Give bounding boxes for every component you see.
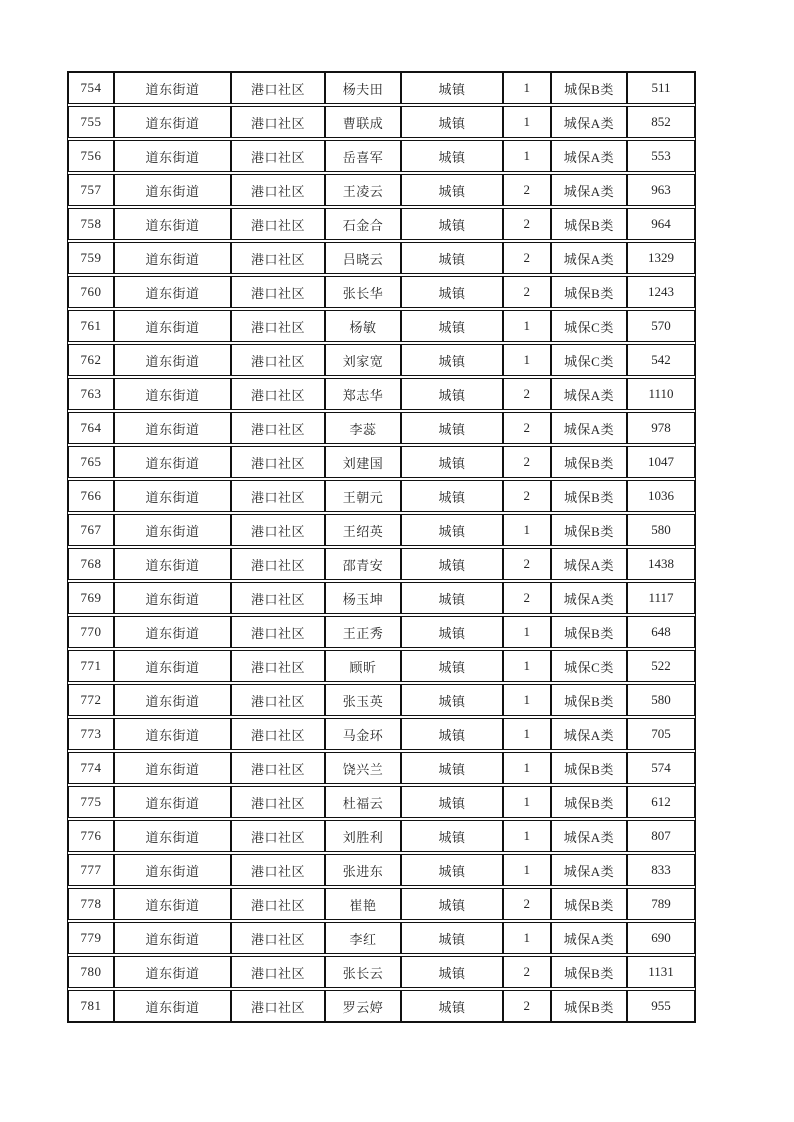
table-row: [68, 242, 695, 274]
table-row: [68, 174, 695, 206]
cell-amount: 511: [627, 72, 695, 104]
table-row: [68, 922, 695, 954]
cell-person-count: 1: [503, 72, 551, 104]
cell-name: 饶兴兰: [325, 752, 401, 784]
cell-residence-type: 城镇: [401, 922, 503, 954]
cell-amount: 553: [627, 140, 695, 172]
cell-street: 道东街道: [114, 922, 231, 954]
cell-residence-type: 城镇: [401, 446, 503, 478]
cell-person-count: 1: [503, 310, 551, 342]
cell-amount: 542: [627, 344, 695, 376]
cell-person-count: 2: [503, 174, 551, 206]
cell-street: 道东街道: [114, 990, 231, 1022]
cell-serial-number: 764: [68, 412, 114, 444]
cell-street: 道东街道: [114, 378, 231, 410]
cell-street: 道东街道: [114, 514, 231, 546]
cell-residence-type: 城镇: [401, 242, 503, 274]
cell-community: 港口社区: [231, 752, 325, 784]
cell-serial-number: 768: [68, 548, 114, 580]
cell-amount: 522: [627, 650, 695, 682]
cell-amount: 955: [627, 990, 695, 1022]
cell-amount: 1110: [627, 378, 695, 410]
cell-street: 道东街道: [114, 412, 231, 444]
cell-person-count: 2: [503, 888, 551, 920]
cell-insurance-category: 城保A类: [551, 106, 627, 138]
table-row: [68, 446, 695, 478]
cell-insurance-category: 城保A类: [551, 820, 627, 852]
cell-person-count: 2: [503, 990, 551, 1022]
cell-community: 港口社区: [231, 854, 325, 886]
cell-street: 道东街道: [114, 956, 231, 988]
cell-community: 港口社区: [231, 616, 325, 648]
cell-insurance-category: 城保C类: [551, 650, 627, 682]
cell-street: 道东街道: [114, 72, 231, 104]
cell-residence-type: 城镇: [401, 854, 503, 886]
cell-insurance-category: 城保C类: [551, 344, 627, 376]
cell-amount: 964: [627, 208, 695, 240]
cell-residence-type: 城镇: [401, 276, 503, 308]
cell-amount: 789: [627, 888, 695, 920]
cell-insurance-category: 城保B类: [551, 684, 627, 716]
cell-residence-type: 城镇: [401, 310, 503, 342]
cell-name: 杜福云: [325, 786, 401, 818]
cell-amount: 1036: [627, 480, 695, 512]
cell-serial-number: 762: [68, 344, 114, 376]
cell-insurance-category: 城保B类: [551, 616, 627, 648]
cell-street: 道东街道: [114, 650, 231, 682]
cell-street: 道东街道: [114, 140, 231, 172]
cell-person-count: 2: [503, 242, 551, 274]
cell-person-count: 2: [503, 446, 551, 478]
cell-community: 港口社区: [231, 208, 325, 240]
cell-insurance-category: 城保B类: [551, 752, 627, 784]
cell-person-count: 1: [503, 752, 551, 784]
cell-person-count: 1: [503, 344, 551, 376]
cell-amount: 963: [627, 174, 695, 206]
table-row: [68, 208, 695, 240]
cell-name: 张长云: [325, 956, 401, 988]
cell-serial-number: 767: [68, 514, 114, 546]
cell-residence-type: 城镇: [401, 752, 503, 784]
cell-residence-type: 城镇: [401, 888, 503, 920]
benefits-table: [67, 71, 696, 1023]
cell-name: 张长华: [325, 276, 401, 308]
cell-residence-type: 城镇: [401, 684, 503, 716]
cell-street: 道东街道: [114, 208, 231, 240]
cell-serial-number: 754: [68, 72, 114, 104]
cell-residence-type: 城镇: [401, 106, 503, 138]
cell-person-count: 1: [503, 786, 551, 818]
cell-street: 道东街道: [114, 786, 231, 818]
cell-street: 道东街道: [114, 854, 231, 886]
cell-serial-number: 774: [68, 752, 114, 784]
cell-person-count: 1: [503, 684, 551, 716]
cell-amount: 1117: [627, 582, 695, 614]
cell-person-count: 2: [503, 582, 551, 614]
cell-insurance-category: 城保B类: [551, 514, 627, 546]
cell-insurance-category: 城保C类: [551, 310, 627, 342]
cell-residence-type: 城镇: [401, 344, 503, 376]
cell-insurance-category: 城保A类: [551, 854, 627, 886]
cell-name: 罗云婷: [325, 990, 401, 1022]
cell-serial-number: 755: [68, 106, 114, 138]
cell-street: 道东街道: [114, 718, 231, 750]
cell-amount: 807: [627, 820, 695, 852]
cell-residence-type: 城镇: [401, 378, 503, 410]
cell-person-count: 1: [503, 650, 551, 682]
table-row: [68, 616, 695, 648]
cell-street: 道东街道: [114, 106, 231, 138]
table-row: [68, 276, 695, 308]
cell-name: 邵青安: [325, 548, 401, 580]
cell-amount: 690: [627, 922, 695, 954]
cell-residence-type: 城镇: [401, 650, 503, 682]
cell-insurance-category: 城保A类: [551, 242, 627, 274]
cell-amount: 978: [627, 412, 695, 444]
cell-name: 刘建国: [325, 446, 401, 478]
cell-name: 杨敏: [325, 310, 401, 342]
cell-amount: 1243: [627, 276, 695, 308]
table-row: [68, 888, 695, 920]
cell-serial-number: 759: [68, 242, 114, 274]
cell-serial-number: 779: [68, 922, 114, 954]
table-row: [68, 106, 695, 138]
table-row: [68, 514, 695, 546]
cell-person-count: 2: [503, 276, 551, 308]
cell-serial-number: 770: [68, 616, 114, 648]
cell-amount: 1329: [627, 242, 695, 274]
cell-street: 道东街道: [114, 888, 231, 920]
cell-name: 郑志华: [325, 378, 401, 410]
cell-insurance-category: 城保A类: [551, 718, 627, 750]
cell-community: 港口社区: [231, 242, 325, 274]
cell-residence-type: 城镇: [401, 548, 503, 580]
cell-community: 港口社区: [231, 378, 325, 410]
cell-community: 港口社区: [231, 684, 325, 716]
cell-serial-number: 756: [68, 140, 114, 172]
cell-amount: 1047: [627, 446, 695, 478]
cell-community: 港口社区: [231, 820, 325, 852]
cell-person-count: 1: [503, 514, 551, 546]
cell-serial-number: 761: [68, 310, 114, 342]
cell-amount: 648: [627, 616, 695, 648]
cell-name: 崔艳: [325, 888, 401, 920]
cell-name: 张玉英: [325, 684, 401, 716]
cell-name: 顾昕: [325, 650, 401, 682]
cell-insurance-category: 城保B类: [551, 208, 627, 240]
table-row: [68, 378, 695, 410]
cell-street: 道东街道: [114, 276, 231, 308]
cell-insurance-category: 城保A类: [551, 174, 627, 206]
cell-person-count: 1: [503, 820, 551, 852]
cell-name: 石金合: [325, 208, 401, 240]
cell-residence-type: 城镇: [401, 956, 503, 988]
cell-name: 张进东: [325, 854, 401, 886]
cell-name: 李蕊: [325, 412, 401, 444]
table-row: [68, 718, 695, 750]
cell-person-count: 2: [503, 956, 551, 988]
cell-insurance-category: 城保B类: [551, 786, 627, 818]
cell-serial-number: 758: [68, 208, 114, 240]
cell-residence-type: 城镇: [401, 412, 503, 444]
cell-residence-type: 城镇: [401, 480, 503, 512]
cell-residence-type: 城镇: [401, 514, 503, 546]
cell-serial-number: 763: [68, 378, 114, 410]
table-row: [68, 650, 695, 682]
cell-street: 道东街道: [114, 174, 231, 206]
cell-person-count: 2: [503, 378, 551, 410]
cell-serial-number: 766: [68, 480, 114, 512]
cell-serial-number: 776: [68, 820, 114, 852]
cell-community: 港口社区: [231, 922, 325, 954]
cell-name: 王绍英: [325, 514, 401, 546]
cell-person-count: 2: [503, 480, 551, 512]
cell-insurance-category: 城保B类: [551, 72, 627, 104]
cell-insurance-category: 城保B类: [551, 888, 627, 920]
cell-amount: 705: [627, 718, 695, 750]
cell-amount: 574: [627, 752, 695, 784]
cell-person-count: 1: [503, 106, 551, 138]
cell-street: 道东街道: [114, 820, 231, 852]
cell-community: 港口社区: [231, 718, 325, 750]
cell-insurance-category: 城保B类: [551, 480, 627, 512]
cell-insurance-category: 城保B类: [551, 990, 627, 1022]
cell-name: 李红: [325, 922, 401, 954]
cell-community: 港口社区: [231, 344, 325, 376]
cell-name: 杨夫田: [325, 72, 401, 104]
table-row: [68, 786, 695, 818]
cell-serial-number: 778: [68, 888, 114, 920]
cell-serial-number: 760: [68, 276, 114, 308]
cell-street: 道东街道: [114, 616, 231, 648]
cell-amount: 612: [627, 786, 695, 818]
cell-name: 吕晓云: [325, 242, 401, 274]
cell-insurance-category: 城保A类: [551, 412, 627, 444]
cell-name: 杨玉坤: [325, 582, 401, 614]
cell-insurance-category: 城保A类: [551, 548, 627, 580]
cell-community: 港口社区: [231, 888, 325, 920]
cell-community: 港口社区: [231, 72, 325, 104]
cell-serial-number: 781: [68, 990, 114, 1022]
cell-community: 港口社区: [231, 990, 325, 1022]
cell-name: 马金环: [325, 718, 401, 750]
cell-community: 港口社区: [231, 310, 325, 342]
table-row: [68, 854, 695, 886]
cell-community: 港口社区: [231, 446, 325, 478]
cell-amount: 833: [627, 854, 695, 886]
cell-name: 王朝元: [325, 480, 401, 512]
cell-person-count: 1: [503, 140, 551, 172]
cell-serial-number: 757: [68, 174, 114, 206]
cell-residence-type: 城镇: [401, 820, 503, 852]
table-row: [68, 684, 695, 716]
cell-street: 道东街道: [114, 446, 231, 478]
cell-person-count: 1: [503, 922, 551, 954]
cell-person-count: 2: [503, 548, 551, 580]
cell-street: 道东街道: [114, 582, 231, 614]
table-row: [68, 412, 695, 444]
cell-insurance-category: 城保B类: [551, 446, 627, 478]
cell-community: 港口社区: [231, 412, 325, 444]
cell-person-count: 2: [503, 208, 551, 240]
cell-insurance-category: 城保A类: [551, 922, 627, 954]
cell-residence-type: 城镇: [401, 72, 503, 104]
cell-community: 港口社区: [231, 174, 325, 206]
cell-residence-type: 城镇: [401, 208, 503, 240]
cell-amount: 1438: [627, 548, 695, 580]
cell-street: 道东街道: [114, 344, 231, 376]
cell-amount: 580: [627, 514, 695, 546]
table-row: [68, 820, 695, 852]
cell-insurance-category: 城保A类: [551, 140, 627, 172]
table-row: [68, 140, 695, 172]
cell-residence-type: 城镇: [401, 990, 503, 1022]
cell-street: 道东街道: [114, 310, 231, 342]
cell-residence-type: 城镇: [401, 140, 503, 172]
cell-person-count: 1: [503, 854, 551, 886]
table-row: [68, 582, 695, 614]
cell-street: 道东街道: [114, 752, 231, 784]
cell-name: 曹联成: [325, 106, 401, 138]
cell-serial-number: 765: [68, 446, 114, 478]
cell-community: 港口社区: [231, 276, 325, 308]
table-row: [68, 310, 695, 342]
cell-name: 刘胜利: [325, 820, 401, 852]
cell-street: 道东街道: [114, 480, 231, 512]
cell-amount: 580: [627, 684, 695, 716]
cell-insurance-category: 城保B类: [551, 956, 627, 988]
cell-street: 道东街道: [114, 548, 231, 580]
table-row: [68, 752, 695, 784]
cell-person-count: 2: [503, 412, 551, 444]
cell-serial-number: 769: [68, 582, 114, 614]
table-row: [68, 956, 695, 988]
cell-community: 港口社区: [231, 582, 325, 614]
cell-name: 王正秀: [325, 616, 401, 648]
cell-person-count: 1: [503, 616, 551, 648]
cell-residence-type: 城镇: [401, 582, 503, 614]
table-body: [68, 72, 695, 1022]
cell-insurance-category: 城保B类: [551, 276, 627, 308]
cell-community: 港口社区: [231, 106, 325, 138]
cell-amount: 1131: [627, 956, 695, 988]
table-row: [68, 990, 695, 1022]
cell-name: 刘家宽: [325, 344, 401, 376]
cell-person-count: 1: [503, 718, 551, 750]
table-row: [68, 72, 695, 104]
cell-amount: 852: [627, 106, 695, 138]
cell-name: 王凌云: [325, 174, 401, 206]
cell-community: 港口社区: [231, 548, 325, 580]
cell-community: 港口社区: [231, 514, 325, 546]
cell-serial-number: 771: [68, 650, 114, 682]
cell-community: 港口社区: [231, 140, 325, 172]
cell-residence-type: 城镇: [401, 786, 503, 818]
cell-amount: 570: [627, 310, 695, 342]
cell-community: 港口社区: [231, 650, 325, 682]
cell-serial-number: 775: [68, 786, 114, 818]
cell-residence-type: 城镇: [401, 174, 503, 206]
cell-insurance-category: 城保A类: [551, 582, 627, 614]
cell-serial-number: 777: [68, 854, 114, 886]
cell-serial-number: 772: [68, 684, 114, 716]
table-row: [68, 480, 695, 512]
cell-community: 港口社区: [231, 956, 325, 988]
cell-street: 道东街道: [114, 684, 231, 716]
table-row: [68, 344, 695, 376]
cell-residence-type: 城镇: [401, 616, 503, 648]
cell-name: 岳喜军: [325, 140, 401, 172]
table-row: [68, 548, 695, 580]
cell-residence-type: 城镇: [401, 718, 503, 750]
cell-community: 港口社区: [231, 786, 325, 818]
cell-insurance-category: 城保A类: [551, 378, 627, 410]
cell-serial-number: 773: [68, 718, 114, 750]
cell-community: 港口社区: [231, 480, 325, 512]
cell-street: 道东街道: [114, 242, 231, 274]
cell-serial-number: 780: [68, 956, 114, 988]
